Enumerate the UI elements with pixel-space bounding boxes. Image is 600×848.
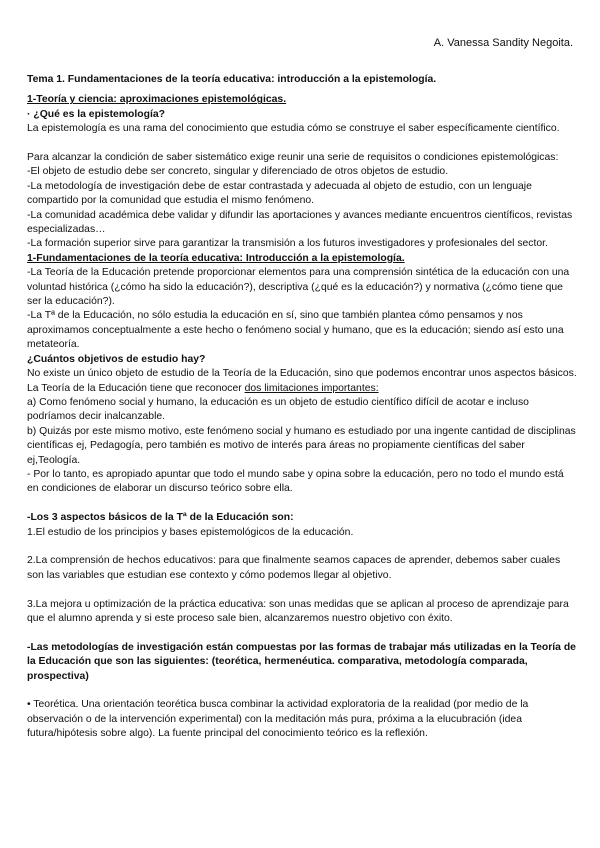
- objectives-question: ¿Cuántos objetivos de estudio hay?: [27, 353, 206, 365]
- section1-definition: La epistemología es una rama del conocimiento que estudia cómo se construye el saber específicamente científico.: [27, 123, 560, 135]
- aspect-1: 1.El estudio de los principios y bases epistemológicos de la educación.: [27, 526, 354, 538]
- requirement-4: -La formación superior sirve para garantizar la transmisión a los futuros investigadores y profesionales del sector.: [27, 238, 548, 250]
- requirement-1: -El objeto de estudio debe ser concreto, singular y diferenciado de otros objetos de estudio.: [27, 166, 449, 178]
- objectives-answer: No existe un único objeto de estudio de la Teoría de la Educación, sino que podemos encontrar unos aspectos básicos.: [27, 368, 577, 380]
- section1-heading: 1-Teoría y ciencia: aproximaciones epistemológicas.: [27, 94, 287, 106]
- document-body: [27, 73, 577, 742]
- requirement-3: -La comunidad académica debe validar y difundir las aportaciones y avances mediante encuentros científicos, revistas especializadas…: [27, 209, 573, 236]
- aspect-3: 3.La mejora u optimización de la práctica educativa: son unas medidas que se aplican al proceso de aprendizaje para que el alumno aprenda y si este proceso sale bien, alcanzaremos nuestro objetivo con éxito.: [27, 598, 569, 624]
- teoretica-paragraph: • Teorética. Una orientación teorética busca combinar la actividad exploratoria de la realidad (por medio de la observación o de la intervención experimental) con la meditación más pura, próxima a la elucubración (idea futura/hipótesis sobre algo). La fuente principal del conocimiento teórico es la reflexión.: [27, 699, 529, 740]
- tema-title: Tema 1. Fundamentaciones de la teoría educativa: introducción a la epistemología.: [27, 74, 437, 85]
- section2-heading: 1-Fundamentaciones de la teoría educativa: Introducción a la epistemología.: [27, 252, 405, 264]
- limitations-underlined: dos limitaciones importantes:: [244, 382, 379, 394]
- limitation-a: a) Como fenómeno social y humano, la educación es un objeto de estudio científico difícil de acotar e incluso podríamos decir inalcanzable.: [27, 396, 529, 423]
- limitations-intro-text: La Teoría de la Educación tiene que reconocer: [27, 382, 245, 394]
- section2-conclusion: - Por lo tanto, es apropiado apuntar que todo el mundo sabe y opina sobre la educación, pero no todo el mundo está en condiciones de elaborar un discurso teórico sobre ella.: [27, 468, 564, 495]
- limitation-b: b) Quizás por este mismo motivo, este fenómeno social y humano es estudiado por una ingente cantidad de disciplinas científicas ej, Pedagogía, pero también es motivo de interés para áreas no propiamente científicas del saber ej,Teología.: [27, 425, 576, 466]
- author-name: A. Vanessa Sandity Negoita.: [433, 37, 573, 49]
- limitations-intro: [27, 382, 577, 396]
- requirement-2: -La metodología de investigación debe de estar contrastada y adecuada al objeto de estudio, con un lenguaje compartido por la comunidad que estudia el mismo fenómeno.: [27, 180, 532, 207]
- section1-question: · ¿Qué es la epistemología?: [27, 108, 165, 120]
- section2-paragraph-1: -La Teoría de la Educación pretende proporcionar elementos para una comprensión sintética de la educación con una voluntad histórica (¿cómo ha sido la educación?), descriptiva (¿qué es la educación?) y normativa (¿cómo tiene que ser la educación?).: [27, 267, 570, 308]
- aspect-2: 2.La comprensión de hechos educativos: para que finalmente seamos capaces de aprender, debemos saber cuales son las variables que estudian ese contexto y cómo podemos llegar al objetivo.: [27, 555, 561, 581]
- section1-intro: Para alcanzar la condición de saber sistemático exige reunir una serie de requisitos o condiciones epistemológicas:: [27, 152, 559, 164]
- section2-paragraph-2: -La Tª de la Educación, no sólo estudia la educación en sí, sino que también plantea cómo pensamos y nos aproximamos conceptualmente a este hecho o fenómeno social y humano, que es la educación; siendo así esto una metateoría.: [27, 310, 564, 351]
- section4-heading: -Las metodologías de investigación están compuestas por las formas de trabajar más utilizadas en la Teoría de la Educación que son las siguientes: (teorética, hermenéutica. comparativa, metodología comparada, prospectiva): [27, 641, 576, 682]
- section3-heading: -Los 3 aspectos básicos de la Tª de la Educación son:: [27, 512, 294, 524]
